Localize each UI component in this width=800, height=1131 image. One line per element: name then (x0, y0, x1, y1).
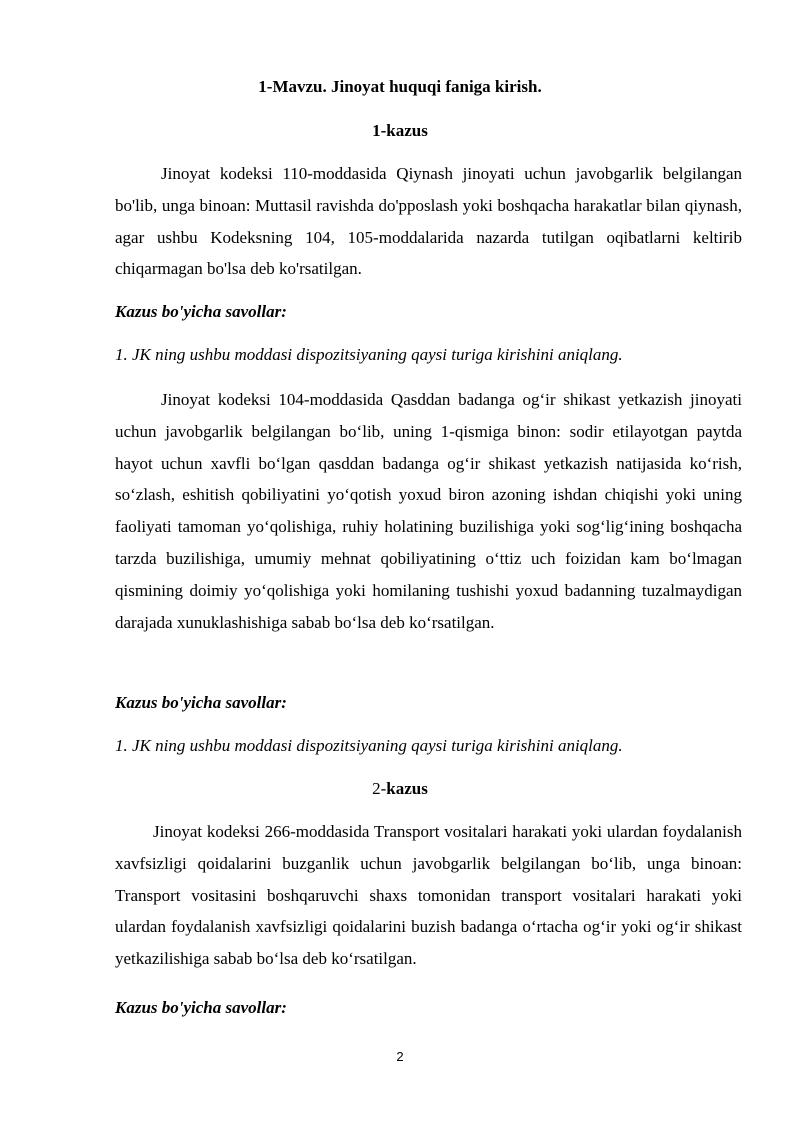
case-1-title: 1-kazus (372, 121, 428, 140)
case-2-paragraph (115, 816, 742, 975)
questions-heading-3: Kazus bo'yicha savollar: (115, 998, 287, 1017)
questions-heading-1: Kazus bo'yicha savollar: (115, 302, 287, 321)
case-1-text: Jinoyat kodeksi 110-moddasida Qiynash jinoyati uchun javobgarlik belgilangan bo'lib, unga binoan: Muttasil ravishda do'pposlash yoki boshqacha harakatlar bilan qiynash, agar ushbu Kodeksning 104, 105-moddalarida nazarda tutilgan oqibatlarni keltirib chiqarmagan bo'lsa deb ko'rsatilgan. (115, 164, 742, 279)
question-2: 1. JK ning ushbu moddasi dispozitsiyaning qaysi turiga kirishini aniqlang. (115, 736, 623, 755)
case-2-word: kazus (386, 779, 428, 798)
topic-title: 1-Mavzu. Jinoyat huquqi faniga kirish. (258, 77, 542, 96)
case-2-title (0, 779, 800, 799)
case-2-text: Jinoyat kodeksi 266-moddasida Transport vositalari harakati yoki ulardan foydalanish xavfsizligi qoidalarini buzganlik uchun javobgarlik belgilangan bo‘lib, unga binoan: Transport vositasini boshqaruvchi shaxs tomonidan transport vositalari harakati yoki ulardan foydalanish xavfsizligi qoidalarini buzish badanga o‘rtacha og‘ir yoki og‘ir shikast yetkazilishiga sabab bo‘lsa deb ko‘rsatilgan. (115, 822, 742, 969)
case-1b-text: Jinoyat kodeksi 104-moddasida Qasddan badanga og‘ir shikast yetkazish jinoyati uchun javobgarlik belgilangan bo‘lib, uning 1-qismiga binon: sodir etilayotgan paytda hayot uchun xavfli bo‘lgan qasddan badanga og‘ir shikast yetkazish natijasida ko‘rish, so‘zlash, eshitish qobiliyatini yo‘qotish yoxud biron azoning ishdan chiqishi yoki uning faoliyati tamoman yo‘qolishiga, ruhiy holatining buzilishiga yoki sog‘lig‘ining boshqacha tarzda buzilishiga, umumiy mehnat qobiliyatining o‘ttiz uch foizidan kam bo‘lmagan qismining doimiy yo‘qolishiga yoki homilaning tushishi yoxud badanning tuzalmaydigan darajada xunuklashishiga sabab bo‘lsa deb ko‘rsatilgan. (115, 390, 742, 632)
case-1-paragraph (115, 158, 742, 285)
page-number: 2 (396, 1049, 404, 1064)
question-1: 1. JK ning ushbu moddasi dispozitsiyaning qaysi turiga kirishini aniqlang. (115, 345, 623, 364)
case-1b-paragraph (115, 384, 742, 638)
case-2-number: 2- (372, 779, 387, 798)
questions-heading-2: Kazus bo'yicha savollar: (115, 693, 287, 712)
